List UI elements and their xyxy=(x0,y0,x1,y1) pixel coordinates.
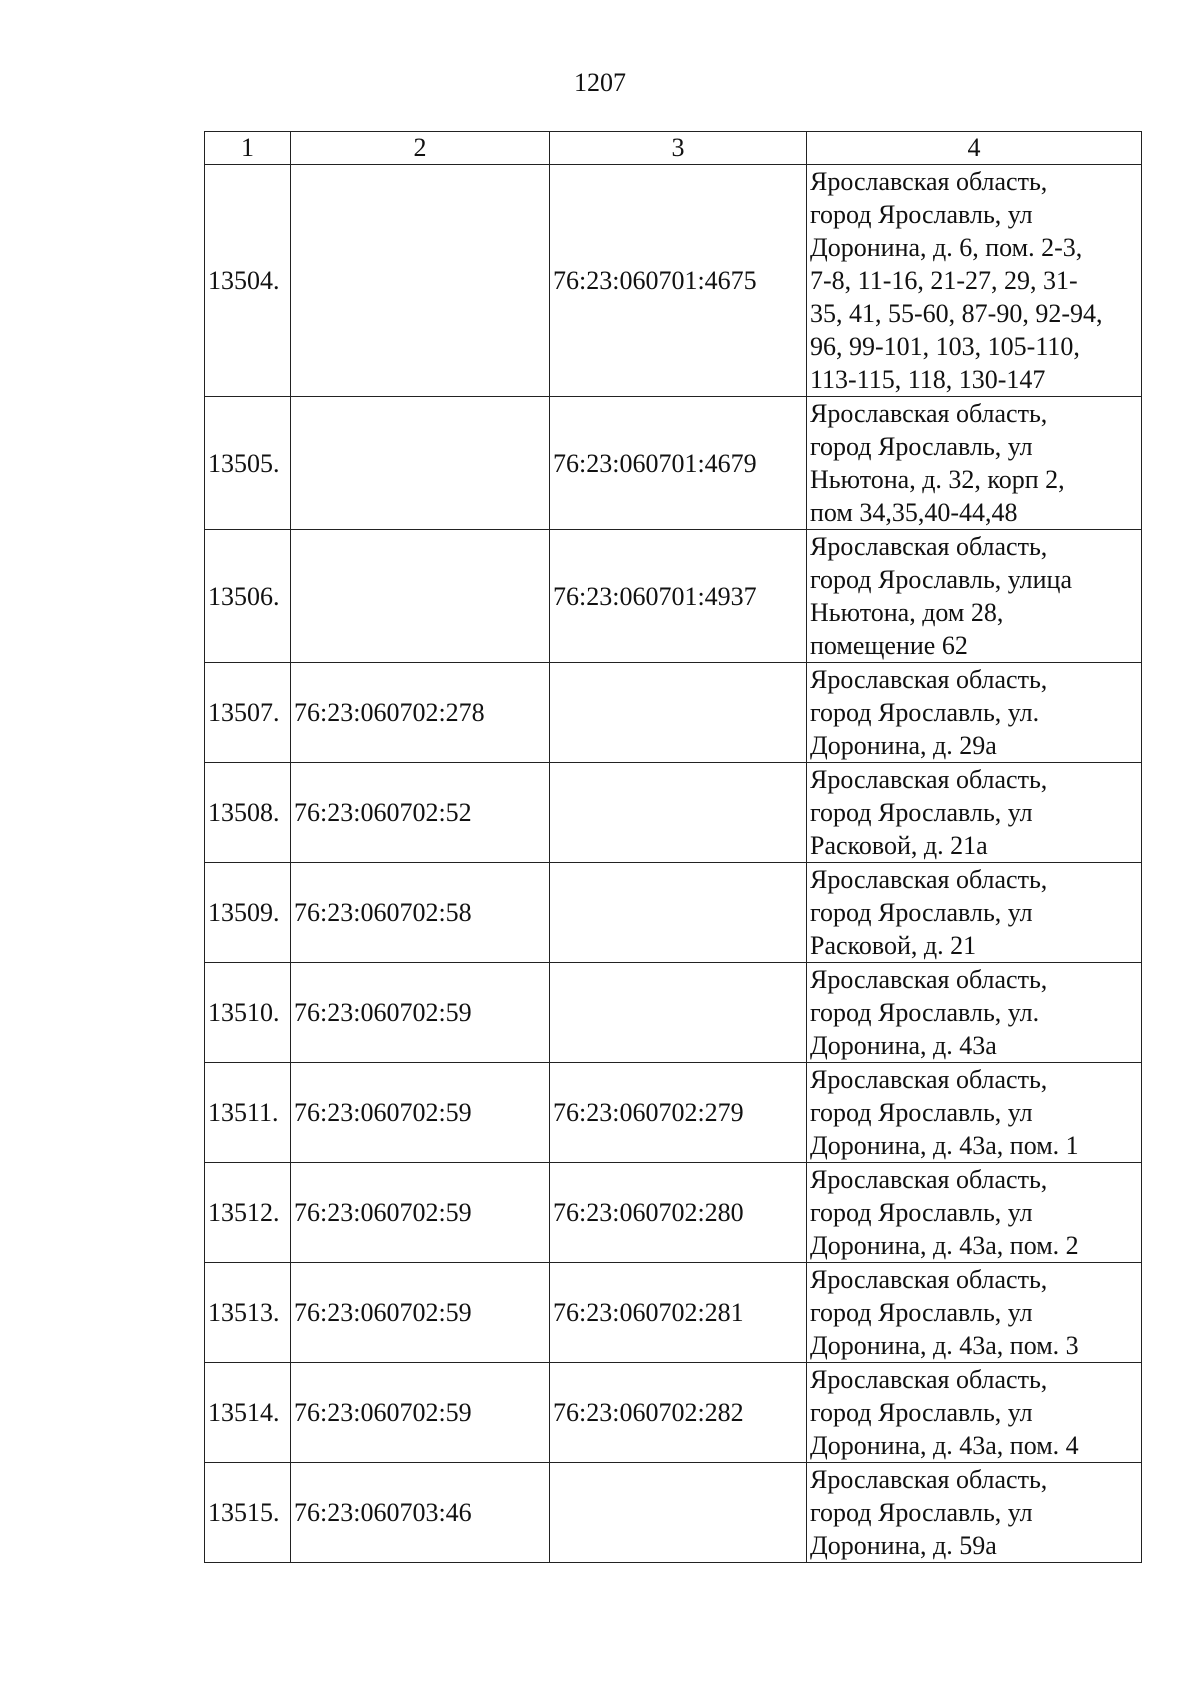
address-cell: Ярославская область, город Ярославль, ул. Доронина, д. 43а xyxy=(807,963,1142,1063)
land-cadastral-number-cell: 76:23:060702:59 xyxy=(291,1363,550,1463)
column-header-3: 3 xyxy=(550,132,807,165)
row-number-cell: 13515. xyxy=(205,1463,291,1563)
column-header-2: 2 xyxy=(291,132,550,165)
row-number-cell: 13509. xyxy=(205,863,291,963)
object-cadastral-number-cell: 76:23:060702:281 xyxy=(550,1263,807,1363)
table-row xyxy=(205,1363,1142,1463)
table-row xyxy=(205,1163,1142,1263)
table-row xyxy=(205,663,1142,763)
address-cell: Ярославская область, город Ярославль, ул Доронина, д. 6, пом. 2-3, 7-8, 11-16, 21-27, 29, 31- 35, 41, 55-60, 87-90, 92-94, 96, 99-101, 103, 105-110, 113-115, 118, 130-147 xyxy=(807,165,1142,397)
object-cadastral-number-cell xyxy=(550,963,807,1063)
column-header-4: 4 xyxy=(807,132,1142,165)
table-row xyxy=(205,763,1142,863)
land-cadastral-number-cell: 76:23:060702:278 xyxy=(291,663,550,763)
row-number-cell: 13507. xyxy=(205,663,291,763)
address-cell: Ярославская область, город Ярославль, ул Доронина, д. 43а, пом. 4 xyxy=(807,1363,1142,1463)
address-cell: Ярославская область, город Ярославль, ул Доронина, д. 59а xyxy=(807,1463,1142,1563)
land-cadastral-number-cell: 76:23:060702:59 xyxy=(291,1163,550,1263)
land-cadastral-number-cell: 76:23:060702:59 xyxy=(291,963,550,1063)
table-row xyxy=(205,963,1142,1063)
address-cell: Ярославская область, город Ярославль, ул Расковой, д. 21 xyxy=(807,863,1142,963)
object-cadastral-number-cell xyxy=(550,663,807,763)
object-cadastral-number-cell: 76:23:060702:279 xyxy=(550,1063,807,1163)
address-cell: Ярославская область, город Ярославль, улица Ньютона, дом 28, помещение 62 xyxy=(807,530,1142,663)
table-row xyxy=(205,1063,1142,1163)
row-number-cell: 13510. xyxy=(205,963,291,1063)
column-header-1: 1 xyxy=(205,132,291,165)
land-cadastral-number-cell xyxy=(291,397,550,530)
land-cadastral-number-cell: 76:23:060702:58 xyxy=(291,863,550,963)
table-row xyxy=(205,165,1142,397)
address-cell: Ярославская область, город Ярославль, ул Расковой, д. 21а xyxy=(807,763,1142,863)
address-cell: Ярославская область, город Ярославль, ул Доронина, д. 43а, пом. 2 xyxy=(807,1163,1142,1263)
object-cadastral-number-cell: 76:23:060701:4937 xyxy=(550,530,807,663)
row-number-cell: 13508. xyxy=(205,763,291,863)
land-cadastral-number-cell: 76:23:060702:59 xyxy=(291,1063,550,1163)
land-cadastral-number-cell: 76:23:060702:52 xyxy=(291,763,550,863)
table-row xyxy=(205,530,1142,663)
row-number-cell: 13511. xyxy=(205,1063,291,1163)
row-number-cell: 13504. xyxy=(205,165,291,397)
registry-table xyxy=(204,131,1142,1563)
address-cell: Ярославская область, город Ярославль, ул Доронина, д. 43а, пом. 3 xyxy=(807,1263,1142,1363)
object-cadastral-number-cell: 76:23:060701:4679 xyxy=(550,397,807,530)
table-header-row xyxy=(205,132,1142,165)
address-cell: Ярославская область, город Ярославль, ул. Доронина, д. 29а xyxy=(807,663,1142,763)
table-body xyxy=(205,165,1142,1563)
row-number-cell: 13506. xyxy=(205,530,291,663)
address-cell: Ярославская область, город Ярославль, ул Ньютона, д. 32, корп 2, пом 34,35,40-44,48 xyxy=(807,397,1142,530)
object-cadastral-number-cell: 76:23:060702:280 xyxy=(550,1163,807,1263)
land-cadastral-number-cell: 76:23:060702:59 xyxy=(291,1263,550,1363)
page-number: 1207 xyxy=(574,68,626,97)
object-cadastral-number-cell: 76:23:060701:4675 xyxy=(550,165,807,397)
table-row xyxy=(205,1463,1142,1563)
land-cadastral-number-cell: 76:23:060703:46 xyxy=(291,1463,550,1563)
object-cadastral-number-cell xyxy=(550,763,807,863)
land-cadastral-number-cell xyxy=(291,165,550,397)
table-row xyxy=(205,863,1142,963)
object-cadastral-number-cell xyxy=(550,1463,807,1563)
object-cadastral-number-cell xyxy=(550,863,807,963)
land-cadastral-number-cell xyxy=(291,530,550,663)
row-number-cell: 13514. xyxy=(205,1363,291,1463)
row-number-cell: 13512. xyxy=(205,1163,291,1263)
table-row xyxy=(205,397,1142,530)
object-cadastral-number-cell: 76:23:060702:282 xyxy=(550,1363,807,1463)
row-number-cell: 13513. xyxy=(205,1263,291,1363)
row-number-cell: 13505. xyxy=(205,397,291,530)
address-cell: Ярославская область, город Ярославль, ул Доронина, д. 43а, пом. 1 xyxy=(807,1063,1142,1163)
table-row xyxy=(205,1263,1142,1363)
